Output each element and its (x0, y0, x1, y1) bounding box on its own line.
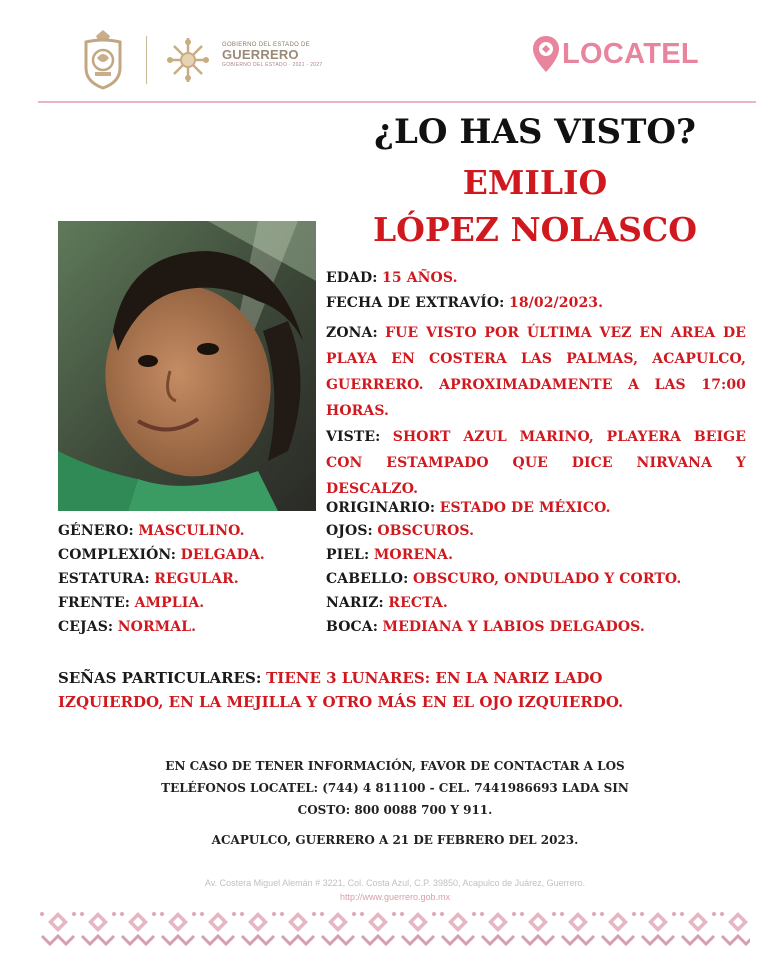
ojos-value: OBSCUROS. (377, 523, 475, 539)
originario-label: ORIGINARIO: (326, 500, 436, 516)
header-divider (38, 101, 756, 103)
nariz-value: RECTA. (388, 595, 448, 611)
feature-piel (326, 547, 453, 563)
person-last-name: LÓPEZ NOLASCO (372, 210, 698, 249)
boca-label: BOCA: (326, 619, 378, 635)
detail-viste (326, 424, 746, 502)
cabello-label: CABELLO: (326, 571, 409, 587)
detail-zona (326, 320, 746, 424)
place-and-date: ACAPULCO, GUERRERO A 21 DE FEBRERO DEL 2023. (211, 833, 579, 847)
guerrero-wordmark (222, 42, 323, 68)
feature-genero (58, 523, 245, 539)
edad-value: 15 AÑOS. (382, 270, 458, 286)
estatura-value: REGULAR. (154, 571, 239, 587)
frente-label: FRENTE: (58, 595, 130, 611)
feature-cejas (58, 619, 196, 635)
genero-label: GÉNERO: (58, 523, 134, 539)
contact-info (100, 755, 690, 821)
guerrero-emblem-logo (162, 34, 214, 86)
originario-value: ESTADO DE MÉXICO. (439, 500, 611, 516)
estatura-label: ESTATURA: (58, 571, 150, 587)
fecha-label: FECHA DE EXTRAVÍO: (326, 295, 505, 311)
zona-value: FUE VISTO POR ÚLTIMA VEZ EN AREA DE PLAYA EN COSTERA LAS PALMAS, ACAPULCO, GUERRERO. APROXIMADAMENTE A LAS 17:00 HORAS. (326, 325, 746, 419)
feature-cabello (326, 571, 681, 587)
state-seal-logo (80, 28, 126, 90)
edad-label: EDAD: (326, 270, 378, 286)
genero-value: MASCULINO. (138, 523, 245, 539)
header-separator (146, 36, 147, 84)
feature-boca (326, 619, 645, 635)
complexion-label: COMPLEXIÓN: (58, 547, 177, 563)
fecha-value: 18/02/2023. (508, 295, 604, 311)
contact-line-1: EN CASO DE TENER INFORMACIÓN, FAVOR DE CONTACTAR A LOS (165, 759, 625, 773)
cabello-value: OBSCURO, ONDULADO Y CORTO. (412, 571, 682, 587)
locatel-logo (532, 34, 699, 74)
gob-small-text: GOBIERNO DEL ESTADO DE (222, 42, 310, 48)
detail-originario (326, 500, 746, 516)
viste-label: VISTE: (326, 429, 381, 445)
piel-value: MORENA. (373, 547, 454, 563)
zona-label: ZONA: (326, 325, 378, 341)
poster-title: ¿LO HAS VISTO? (374, 112, 696, 152)
cejas-label: CEJAS: (58, 619, 114, 635)
nariz-label: NARIZ: (326, 595, 384, 611)
decorative-embroidery-band (38, 908, 750, 948)
footer-url-link[interactable]: http://www.guerrero.gob.mx (339, 892, 451, 902)
gob-state-text: GUERRERO (222, 47, 299, 62)
footer-address: Av. Costera Miguel Alemán # 3221, Col. Costa Azul, C.P. 39850, Acapulco de Juárez, Guerrero. (204, 878, 586, 888)
feature-frente (58, 595, 204, 611)
complexion-value: DELGADA. (180, 547, 265, 563)
cejas-value: NORMAL. (117, 619, 197, 635)
person-first-name: EMILIO (462, 163, 608, 202)
feature-nariz (326, 595, 448, 611)
distinguishing-marks (58, 666, 698, 714)
viste-value: SHORT AZUL MARINO, PLAYERA BEIGE CON ESTAMPADO QUE DICE NIRVANA Y DESCALZO. (326, 429, 746, 497)
boca-value: MEDIANA Y LABIOS DELGADOS. (382, 619, 645, 635)
contact-line-3: COSTO: 800 0088 700 Y 911. (297, 803, 493, 817)
feature-ojos (326, 523, 474, 539)
feature-complexion (58, 547, 265, 563)
piel-label: PIEL: (326, 547, 370, 563)
senas-label: SEÑAS PARTICULARES: (58, 669, 262, 687)
contact-line-2: TELÉFONOS LOCATEL: (744) 4 811100 - CEL. 7441986693 LADA SIN (161, 781, 629, 795)
location-pin-icon (532, 35, 560, 73)
missing-person-photo (58, 221, 316, 511)
feature-estatura (58, 571, 239, 587)
ojos-label: OJOS: (326, 523, 373, 539)
detail-fecha (326, 295, 746, 311)
gob-sub-text: GOBIERNO DEL ESTADO · 2021 - 2027 (222, 62, 323, 68)
frente-value: AMPLIA. (134, 595, 205, 611)
senas-value: TIENE 3 LUNARES: EN LA NARIZ LADO IZQUIERDO, EN LA MEJILLA Y OTRO MÁS EN EL OJO IZQUIERDO. (58, 669, 624, 711)
locatel-wordmark: LOCATEL (562, 37, 699, 70)
detail-edad (326, 270, 746, 286)
